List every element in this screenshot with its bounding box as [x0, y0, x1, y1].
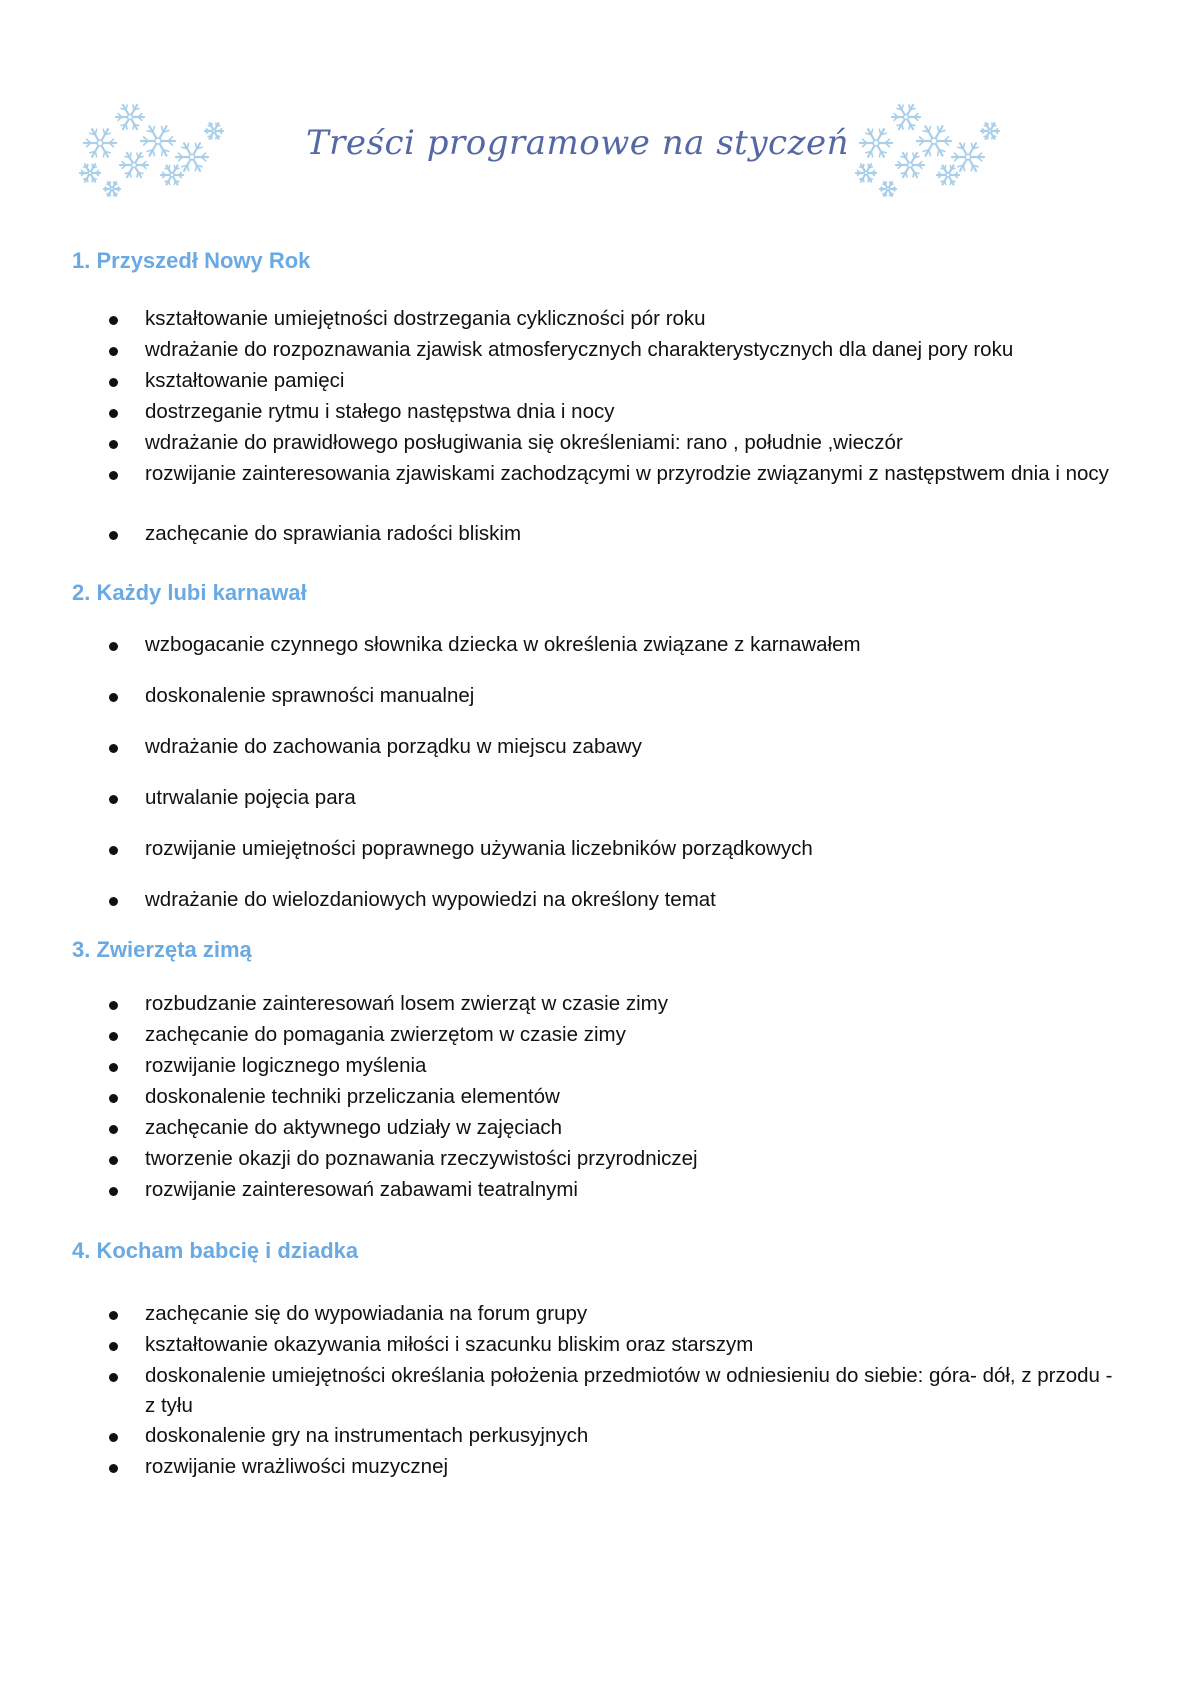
bullet-icon [109, 531, 118, 540]
bullet-icon [109, 409, 118, 418]
list-item-text: rozwijanie logicznego myślenia [145, 1054, 427, 1077]
bullet-icon [109, 1063, 118, 1072]
list-item-text: doskonalenie gry na instrumentach perkusyjnych [145, 1424, 589, 1447]
section-heading: 3. Zwierzęta zimą [72, 937, 252, 962]
list-item-text: doskonalenie umiejętności określania położenia przedmiotów w odniesieniu do siebie: góra- dół, z przodu - z tyłu [145, 1364, 1113, 1417]
bullet-icon [109, 316, 118, 325]
snowflake-icon [84, 129, 116, 157]
list-item-text: kształtowanie pamięci [145, 369, 345, 392]
bullet-icon [109, 1094, 118, 1103]
list-item-text: rozwijanie umiejętności poprawnego używania liczebników porządkowych [145, 837, 813, 860]
bullet-icon [109, 1464, 118, 1473]
list-item-text: utrwalanie pojęcia para [145, 786, 356, 809]
snowflake-icon [141, 126, 175, 155]
bullet-icon [109, 795, 118, 804]
list-item-text: wdrażanie do wielozdaniowych wypowiedzi na określony temat [145, 888, 716, 911]
snowflake-icon [937, 165, 959, 184]
bullet-icon [109, 1156, 118, 1165]
snowflake-icon [952, 143, 984, 171]
list-item-text: wdrażanie do rozpoznawania zjawisk atmosferycznych charakterystycznych dla danej pory roku [145, 338, 1014, 361]
list-item-text: dostrzeganie rytmu i stałego następstwa dnia i nocy [145, 400, 615, 423]
snowflake-icon [892, 105, 920, 129]
list-item-text: rozwijanie zainteresowań zabawami teatralnymi [145, 1178, 578, 1201]
document-title: Treści programowe na styczeń [306, 123, 850, 163]
list-item-text: tworzenie okazji do poznawania rzeczywistości przyrodniczej [145, 1147, 698, 1170]
list-item-text: wdrażanie do prawidłowego posługiwania się określeniami: rano , południe ,wieczór [145, 431, 903, 454]
bullet-icon [109, 1433, 118, 1442]
snowflake-icon [856, 164, 876, 181]
bullet-icon [109, 693, 118, 702]
snowflake-icon [176, 143, 208, 171]
bullet-icon [109, 1125, 118, 1134]
bullet-icon [109, 1311, 118, 1320]
bullet-icon [109, 744, 118, 753]
bullet-icon [109, 1342, 118, 1351]
snowflake-icon [917, 126, 951, 155]
bullet-icon [109, 846, 118, 855]
bullet-icon [109, 347, 118, 356]
list-item-text: rozwijanie zainteresowania zjawiskami zachodzącymi w przyrodzie związanymi z następstwem dnia i nocy [145, 462, 1109, 485]
list-item-text: wzbogacanie czynnego słownika dziecka w określenia związane z karnawałem [145, 633, 861, 656]
snowflake-icon [161, 165, 183, 184]
list-item-text: zachęcanie do pomagania zwierzętom w czasie zimy [145, 1023, 626, 1046]
bullet-icon [109, 1001, 118, 1010]
list-item-text: doskonalenie sprawności manualnej [145, 684, 475, 707]
list-item-text: kształtowanie umiejętności dostrzegania cykliczności pór roku [145, 307, 706, 330]
list-item-text: wdrażanie do zachowania porządku w miejscu zabawy [145, 735, 642, 758]
snowflakes-icon [848, 101, 1008, 201]
section-heading: 4. Kocham babcię i dziadka [72, 1238, 359, 1263]
section-heading: 2. Każdy lubi karnawał [72, 580, 307, 605]
bullet-icon [109, 642, 118, 651]
document-header [0, 95, 1190, 215]
list-item-text: rozwijanie wrażliwości muzycznej [145, 1455, 449, 1478]
list-item-text: kształtowanie okazywania miłości i szacunku bliskim oraz starszym [145, 1333, 754, 1356]
list-item-text: zachęcanie się do wypowiadania na forum grupy [145, 1302, 588, 1325]
snowflake-icon [104, 182, 120, 196]
list-item-text: doskonalenie techniki przeliczania elementów [145, 1085, 560, 1108]
snowflake-icon [80, 164, 100, 181]
bullet-icon [109, 1373, 118, 1382]
bullet-icon [109, 897, 118, 906]
snowflake-icon [120, 153, 148, 177]
list-item-text: rozbudzanie zainteresowań losem zwierząt w czasie zimy [145, 992, 668, 1015]
list-item-text: zachęcanie do aktywnego udziały w zajęciach [145, 1116, 563, 1139]
section-heading: 1. Przyszedł Nowy Rok [72, 248, 311, 273]
snowflake-icon [880, 182, 896, 196]
snowflake-icon [860, 129, 892, 157]
snowflake-icon [981, 123, 999, 139]
bullet-icon [109, 440, 118, 449]
snowflake-icon [116, 105, 144, 129]
snowflakes-icon [72, 101, 232, 201]
snowflake-icon [205, 123, 223, 139]
snowflake-icon [896, 153, 924, 177]
bullet-icon [109, 1032, 118, 1041]
bullet-icon [109, 1187, 118, 1196]
list-item-text: zachęcanie do sprawiania radości bliskim [145, 522, 522, 545]
bullet-icon [109, 378, 118, 387]
bullet-icon [109, 471, 118, 480]
